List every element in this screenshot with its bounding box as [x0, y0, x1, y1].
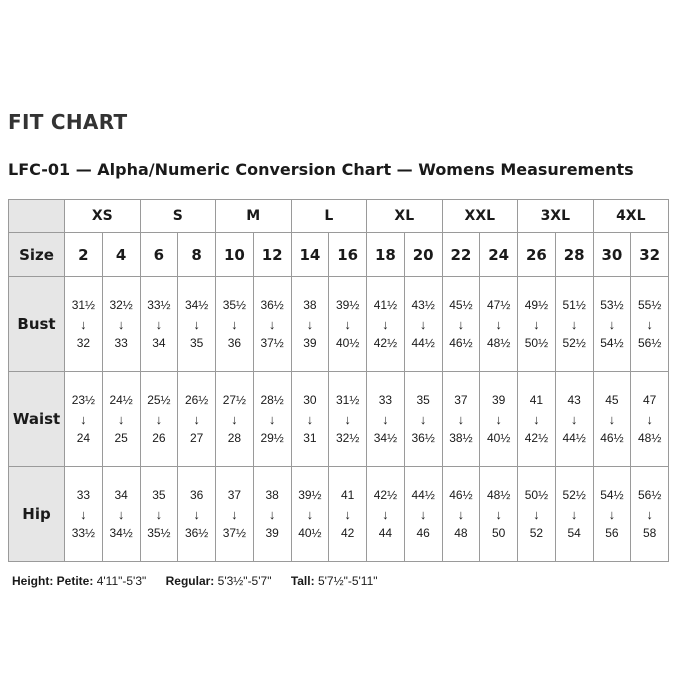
measurement-cell — [631, 277, 669, 372]
range-from-value: 47½ — [486, 297, 511, 312]
alpha-size-row — [9, 200, 669, 233]
range-to-value: 42½ — [524, 430, 549, 445]
arrow-down-icon: ↓ — [382, 506, 389, 522]
range-to-value: 54 — [567, 525, 581, 540]
measurement-cell — [480, 277, 518, 372]
range-from-value: 36 — [189, 487, 204, 502]
measurement-cell — [140, 467, 178, 562]
measurement-cell — [291, 467, 329, 562]
measurement-cell — [442, 372, 480, 467]
arrow-down-icon: ↓ — [193, 316, 200, 332]
range-from-value: 41 — [340, 487, 355, 502]
range-from-value: 25½ — [147, 392, 171, 407]
range-to-value: 48½ — [486, 335, 511, 350]
regular-label: Regular: — [165, 574, 215, 588]
range-from-value: 53½ — [600, 297, 624, 312]
range-to-value: 48 — [454, 525, 468, 540]
numeric-size-header: 10 — [216, 233, 254, 277]
range-from-value: 54½ — [600, 487, 624, 502]
range-to-value: 33 — [114, 335, 128, 350]
measurement-cell — [518, 372, 556, 467]
measurement-cell — [480, 372, 518, 467]
measurement-cell — [140, 372, 178, 467]
range-from-value: 39½ — [298, 487, 322, 502]
arrow-down-icon: ↓ — [268, 411, 276, 427]
arrow-down-icon: ↓ — [495, 411, 502, 427]
alpha-size-header: XXL — [442, 200, 518, 233]
range-to-value: 36½ — [411, 430, 435, 445]
arrow-down-icon: ↓ — [231, 506, 238, 522]
measurement-cell — [65, 372, 103, 467]
numeric-size-header: 6 — [140, 233, 178, 277]
measurement-cell — [480, 467, 518, 562]
range-to-value: 28 — [227, 430, 242, 445]
range-from-value: 38 — [265, 487, 279, 502]
measurement-cell — [404, 277, 442, 372]
measurement-row-hip — [9, 467, 669, 562]
range-to-value: 36 — [227, 335, 242, 350]
range-to-value: 40½ — [335, 335, 360, 350]
arrow-down-icon: ↓ — [608, 316, 616, 332]
arrow-down-icon: ↓ — [382, 316, 389, 332]
range-from-value: 51½ — [562, 297, 586, 312]
alpha-size-header: XL — [367, 200, 443, 233]
measurement-cell — [593, 372, 631, 467]
measurement-cell — [442, 277, 480, 372]
numeric-size-header: 32 — [631, 233, 669, 277]
range-to-value: 50 — [491, 525, 506, 540]
range-to-value: 44½ — [562, 430, 586, 445]
measurement-cell — [253, 467, 291, 562]
measurement-cell — [593, 467, 631, 562]
arrow-down-icon: ↓ — [80, 411, 87, 427]
range-from-value: 33 — [378, 392, 393, 407]
range-to-value: 58 — [642, 525, 657, 540]
range-to-value: 34½ — [109, 525, 133, 540]
arrow-down-icon: ↓ — [457, 316, 465, 332]
arrow-down-icon: ↓ — [80, 316, 87, 332]
alpha-size-header: 3XL — [518, 200, 594, 233]
numeric-size-header: 22 — [442, 233, 480, 277]
range-from-value: 44½ — [411, 487, 435, 502]
range-to-value: 56½ — [637, 335, 662, 350]
numeric-size-header: 24 — [480, 233, 518, 277]
arrow-down-icon: ↓ — [457, 506, 465, 522]
measurement-cell — [102, 467, 140, 562]
measurement-cell — [102, 372, 140, 467]
range-from-value: 28½ — [260, 392, 284, 407]
range-from-value: 56½ — [637, 487, 662, 502]
range-to-value: 36½ — [184, 525, 209, 540]
arrow-down-icon: ↓ — [155, 316, 163, 332]
petite-label: Petite: — [56, 574, 94, 588]
range-to-value: 26 — [152, 430, 166, 445]
numeric-size-header: 18 — [367, 233, 405, 277]
arrow-down-icon: ↓ — [117, 316, 125, 332]
arrow-down-icon: ↓ — [155, 411, 163, 427]
measurement-cell — [291, 277, 329, 372]
measurement-cell — [216, 277, 254, 372]
range-to-value: 44½ — [411, 335, 435, 350]
chart-subtitle: LFC-01 — Alpha/Numeric Conversion Chart — Womens Measurements — [8, 160, 634, 179]
measurement-cell — [178, 372, 216, 467]
measurement-cell — [216, 467, 254, 562]
measurement-cell — [291, 372, 329, 467]
range-to-value: 40½ — [486, 430, 511, 445]
measurement-cell — [329, 277, 367, 372]
range-from-value: 33½ — [147, 297, 171, 312]
numeric-size-row — [9, 233, 669, 277]
measurement-cell — [404, 467, 442, 562]
range-from-value: 37 — [227, 487, 242, 502]
numeric-size-header: 26 — [518, 233, 556, 277]
range-from-value: 39 — [491, 392, 506, 407]
arrow-down-icon: ↓ — [231, 316, 238, 332]
range-from-value: 31½ — [335, 392, 360, 407]
range-to-value: 54½ — [600, 335, 624, 350]
measurement-label: Waist — [9, 372, 65, 467]
arrow-down-icon: ↓ — [344, 316, 351, 332]
arrow-down-icon: ↓ — [117, 411, 125, 427]
measurement-cell — [555, 277, 593, 372]
range-from-value: 35½ — [222, 297, 247, 312]
height-label: Height: — [12, 574, 54, 588]
range-from-value: 43½ — [411, 297, 435, 312]
range-from-value: 48½ — [486, 487, 511, 502]
alpha-size-header: 4XL — [593, 200, 669, 233]
arrow-down-icon: ↓ — [306, 316, 314, 332]
measurement-cell — [555, 467, 593, 562]
measurement-cell — [367, 467, 405, 562]
tall-value: 5'7½"-5'11" — [317, 574, 378, 588]
arrow-down-icon: ↓ — [344, 411, 351, 427]
numeric-size-header: 8 — [178, 233, 216, 277]
arrow-down-icon: ↓ — [419, 411, 427, 427]
arrow-down-icon: ↓ — [570, 411, 578, 427]
numeric-size-header: 30 — [593, 233, 631, 277]
measurement-cell — [442, 467, 480, 562]
measurement-cell — [329, 372, 367, 467]
range-to-value: 39 — [303, 335, 317, 350]
range-to-value: 46 — [416, 525, 430, 540]
arrow-down-icon: ↓ — [457, 411, 465, 427]
measurement-cell — [102, 277, 140, 372]
range-to-value: 52 — [529, 525, 544, 540]
range-to-value: 32½ — [335, 430, 360, 445]
range-to-value: 56 — [605, 525, 619, 540]
arrow-down-icon: ↓ — [193, 411, 200, 427]
range-to-value: 31 — [303, 430, 317, 445]
range-from-value: 41½ — [373, 297, 398, 312]
measurement-cell — [253, 372, 291, 467]
range-to-value: 29½ — [260, 430, 284, 445]
range-from-value: 34 — [114, 487, 128, 502]
tall-label: Tall: — [290, 574, 315, 588]
range-to-value: 32 — [76, 335, 91, 350]
range-to-value: 27 — [189, 430, 204, 445]
range-from-value: 23½ — [71, 392, 96, 407]
measurement-cell — [555, 372, 593, 467]
measurement-row-waist — [9, 372, 669, 467]
arrow-down-icon: ↓ — [495, 316, 502, 332]
range-from-value: 47 — [642, 392, 657, 407]
corner-cell — [9, 200, 65, 233]
arrow-down-icon: ↓ — [306, 506, 314, 522]
measurement-cell — [404, 372, 442, 467]
range-to-value: 33½ — [71, 525, 96, 540]
range-to-value: 35 — [189, 335, 204, 350]
arrow-down-icon: ↓ — [268, 506, 276, 522]
fit-chart-table — [8, 199, 669, 562]
range-from-value: 46½ — [449, 487, 473, 502]
range-to-value: 34 — [152, 335, 166, 350]
arrow-down-icon: ↓ — [419, 316, 427, 332]
arrow-down-icon: ↓ — [117, 506, 125, 522]
measurement-label: Bust — [9, 277, 65, 372]
measurement-cell — [253, 277, 291, 372]
numeric-size-header: 16 — [329, 233, 367, 277]
range-to-value: 38½ — [449, 430, 473, 445]
range-to-value: 52½ — [562, 335, 586, 350]
measurement-cell — [631, 467, 669, 562]
measurement-cell — [140, 277, 178, 372]
range-from-value: 43 — [567, 392, 581, 407]
range-from-value: 36½ — [260, 297, 284, 312]
numeric-size-header: 14 — [291, 233, 329, 277]
measurement-label: Hip — [9, 467, 65, 562]
range-to-value: 48½ — [637, 430, 662, 445]
numeric-size-header: 4 — [102, 233, 140, 277]
range-from-value: 31½ — [71, 297, 96, 312]
range-from-value: 49½ — [524, 297, 549, 312]
measurement-cell — [593, 277, 631, 372]
arrow-down-icon: ↓ — [646, 411, 653, 427]
range-from-value: 35 — [152, 487, 166, 502]
measurement-cell — [65, 467, 103, 562]
size-label: Size — [9, 233, 65, 277]
range-to-value: 42½ — [373, 335, 398, 350]
numeric-size-header: 12 — [253, 233, 291, 277]
arrow-down-icon: ↓ — [231, 411, 238, 427]
arrow-down-icon: ↓ — [533, 411, 540, 427]
range-to-value: 37½ — [222, 525, 247, 540]
range-from-value: 42½ — [373, 487, 398, 502]
range-to-value: 35½ — [147, 525, 171, 540]
arrow-down-icon: ↓ — [419, 506, 427, 522]
range-from-value: 33 — [76, 487, 91, 502]
measurement-cell — [329, 467, 367, 562]
range-to-value: 44 — [378, 525, 393, 540]
alpha-size-header: S — [140, 200, 216, 233]
range-from-value: 37 — [454, 392, 468, 407]
arrow-down-icon: ↓ — [155, 506, 163, 522]
range-from-value: 24½ — [109, 392, 133, 407]
arrow-down-icon: ↓ — [570, 506, 578, 522]
measurement-row-bust — [9, 277, 669, 372]
range-from-value: 32½ — [109, 297, 133, 312]
alpha-size-header: M — [216, 200, 292, 233]
numeric-size-header: 2 — [65, 233, 103, 277]
arrow-down-icon: ↓ — [608, 411, 616, 427]
petite-value: 4'11"-5'3" — [96, 574, 147, 588]
measurement-cell — [367, 277, 405, 372]
range-to-value: 37½ — [260, 335, 284, 350]
alpha-size-header: XS — [65, 200, 141, 233]
range-from-value: 39½ — [335, 297, 360, 312]
arrow-down-icon: ↓ — [268, 316, 276, 332]
range-from-value: 30 — [303, 392, 317, 407]
range-to-value: 34½ — [373, 430, 398, 445]
range-to-value: 39 — [265, 525, 279, 540]
numeric-size-header: 28 — [555, 233, 593, 277]
arrow-down-icon: ↓ — [80, 506, 87, 522]
measurement-cell — [367, 372, 405, 467]
measurement-cell — [631, 372, 669, 467]
range-to-value: 24 — [76, 430, 91, 445]
range-from-value: 41 — [529, 392, 544, 407]
range-to-value: 42 — [340, 525, 355, 540]
arrow-down-icon: ↓ — [608, 506, 616, 522]
arrow-down-icon: ↓ — [533, 316, 540, 332]
range-from-value: 52½ — [562, 487, 586, 502]
range-from-value: 38 — [303, 297, 317, 312]
measurement-cell — [518, 467, 556, 562]
range-from-value: 45 — [605, 392, 619, 407]
arrow-down-icon: ↓ — [495, 506, 502, 522]
arrow-down-icon: ↓ — [193, 506, 200, 522]
arrow-down-icon: ↓ — [646, 316, 653, 332]
alpha-size-header: L — [291, 200, 367, 233]
measurement-cell — [518, 277, 556, 372]
measurement-cell — [178, 467, 216, 562]
arrow-down-icon: ↓ — [570, 316, 578, 332]
range-to-value: 46½ — [449, 335, 473, 350]
range-from-value: 34½ — [184, 297, 209, 312]
arrow-down-icon: ↓ — [533, 506, 540, 522]
range-to-value: 50½ — [524, 335, 549, 350]
measurement-cell — [178, 277, 216, 372]
range-to-value: 25 — [114, 430, 128, 445]
range-to-value: 46½ — [600, 430, 624, 445]
measurement-cell — [65, 277, 103, 372]
range-from-value: 50½ — [524, 487, 549, 502]
range-from-value: 35 — [416, 392, 430, 407]
page-title: FIT CHART — [8, 110, 128, 134]
range-from-value: 45½ — [449, 297, 473, 312]
range-from-value: 26½ — [184, 392, 209, 407]
range-from-value: 55½ — [637, 297, 662, 312]
measurement-cell — [216, 372, 254, 467]
arrow-down-icon: ↓ — [646, 506, 653, 522]
height-footer — [12, 574, 394, 588]
range-from-value: 27½ — [222, 392, 247, 407]
range-to-value: 40½ — [298, 525, 322, 540]
regular-value: 5'3½"-5'7" — [217, 574, 272, 588]
arrow-down-icon: ↓ — [382, 411, 389, 427]
arrow-down-icon: ↓ — [344, 506, 351, 522]
arrow-down-icon: ↓ — [306, 411, 314, 427]
numeric-size-header: 20 — [404, 233, 442, 277]
